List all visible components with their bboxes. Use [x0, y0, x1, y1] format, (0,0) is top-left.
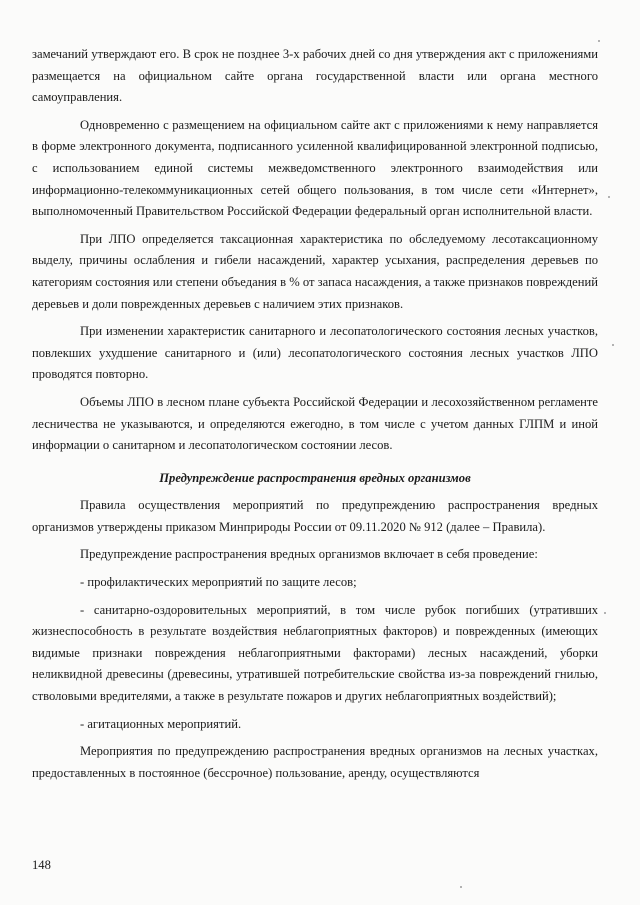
- page-number: 148: [32, 858, 51, 872]
- paragraph-measures-on-leased-plots: Мероприятия по предупреждению распространения вредных организмов на лесных участках, предоставленных в постоянное (бессрочное) пользование, аренду, осуществляются: [32, 744, 598, 780]
- list-item-sanitary-measures: - санитарно-оздоровительных мероприятий, в том числе рубок погибших (утративших жизнеспособность в результате воздействия неблагоприятных факторов) и поврежденных (имеющих видимые признаки повреждения неблагоприятными факторами) лесных насаждений, уборки неликвидной древесины (древесины, утратившей потребительские свойства из-за повреждений гнилью, стволовыми вредителями, а также в результате пожаров и других неблагоприятных воздействий);: [32, 602, 598, 704]
- scan-speck: [608, 196, 610, 198]
- list-item-campaign-measures: - агитационных мероприятий.: [80, 716, 242, 731]
- document-body: [32, 44, 598, 784]
- paragraph-prevention-includes: Предупреждение распространения вредных организмов включает в себя проведение:: [80, 547, 538, 562]
- paragraph-lpo-volumes: Объемы ЛПО в лесном плане субъекта Российской Федерации и лесохозяйственном регламенте лесничества не указываются, и определяются ежегодно, в том числе с учетом данных ГЛПМ и иной информации о санитарном и лесопатологическом состоянии лесов.: [32, 394, 598, 453]
- paragraph-rules: Правила осуществления мероприятий по предупреждению распространения вредных организмов утверждены приказом Минприроды России от 09.11.2020 № 912 (далее – Правила).: [32, 498, 598, 534]
- paragraph-electronic-submission: Одновременно с размещением на официальном сайте акт с приложениями к нему направляется в форме электронного документа, подписанного усиленной квалифицированной электронной подписью, с использованием единой системы межведомственного электронного взаимодействия или информационно-телекоммуникационных сетей общего пользования, в том числе сети «Интернет», выполномоченный Правительством Российской Федерации федеральный орган исполнительной власти.: [32, 117, 598, 219]
- list-item-preventive-measures: - профилактических мероприятий по защите лесов;: [80, 575, 357, 590]
- paragraph-approval-continuation: замечаний утверждают его. В срок не позднее 3-х рабочих дней со дня утверждения акт с приложениями размещается на официальном сайте органа государственной власти или органа местного самоуправления.: [32, 47, 598, 105]
- paragraph-lpo-characteristics: При ЛПО определяется таксационная характеристика по обследуемому лесотаксационному выделу, причины ослабления и гибели насаждений, характер усыхания, распределения деревьев по категориям состояния или степени объедания в % от запаса насаждения, а также признаков повреждений деревьев и доли поврежденных деревьев с наличием этих признаков.: [32, 231, 598, 311]
- section-heading: Предупреждение распространения вредных организмов: [159, 470, 471, 485]
- paragraph-repeat-lpo: При изменении характеристик санитарного и лесопатологического состояния лесных участков, повлекших ухудшение санитарного и (или) лесопатологического состояния лесных участков ЛПО проводятся повторно.: [32, 324, 598, 382]
- scan-speck: [604, 612, 606, 614]
- scan-speck: [612, 344, 614, 346]
- scan-speck: [598, 40, 600, 42]
- scan-speck: [460, 886, 462, 888]
